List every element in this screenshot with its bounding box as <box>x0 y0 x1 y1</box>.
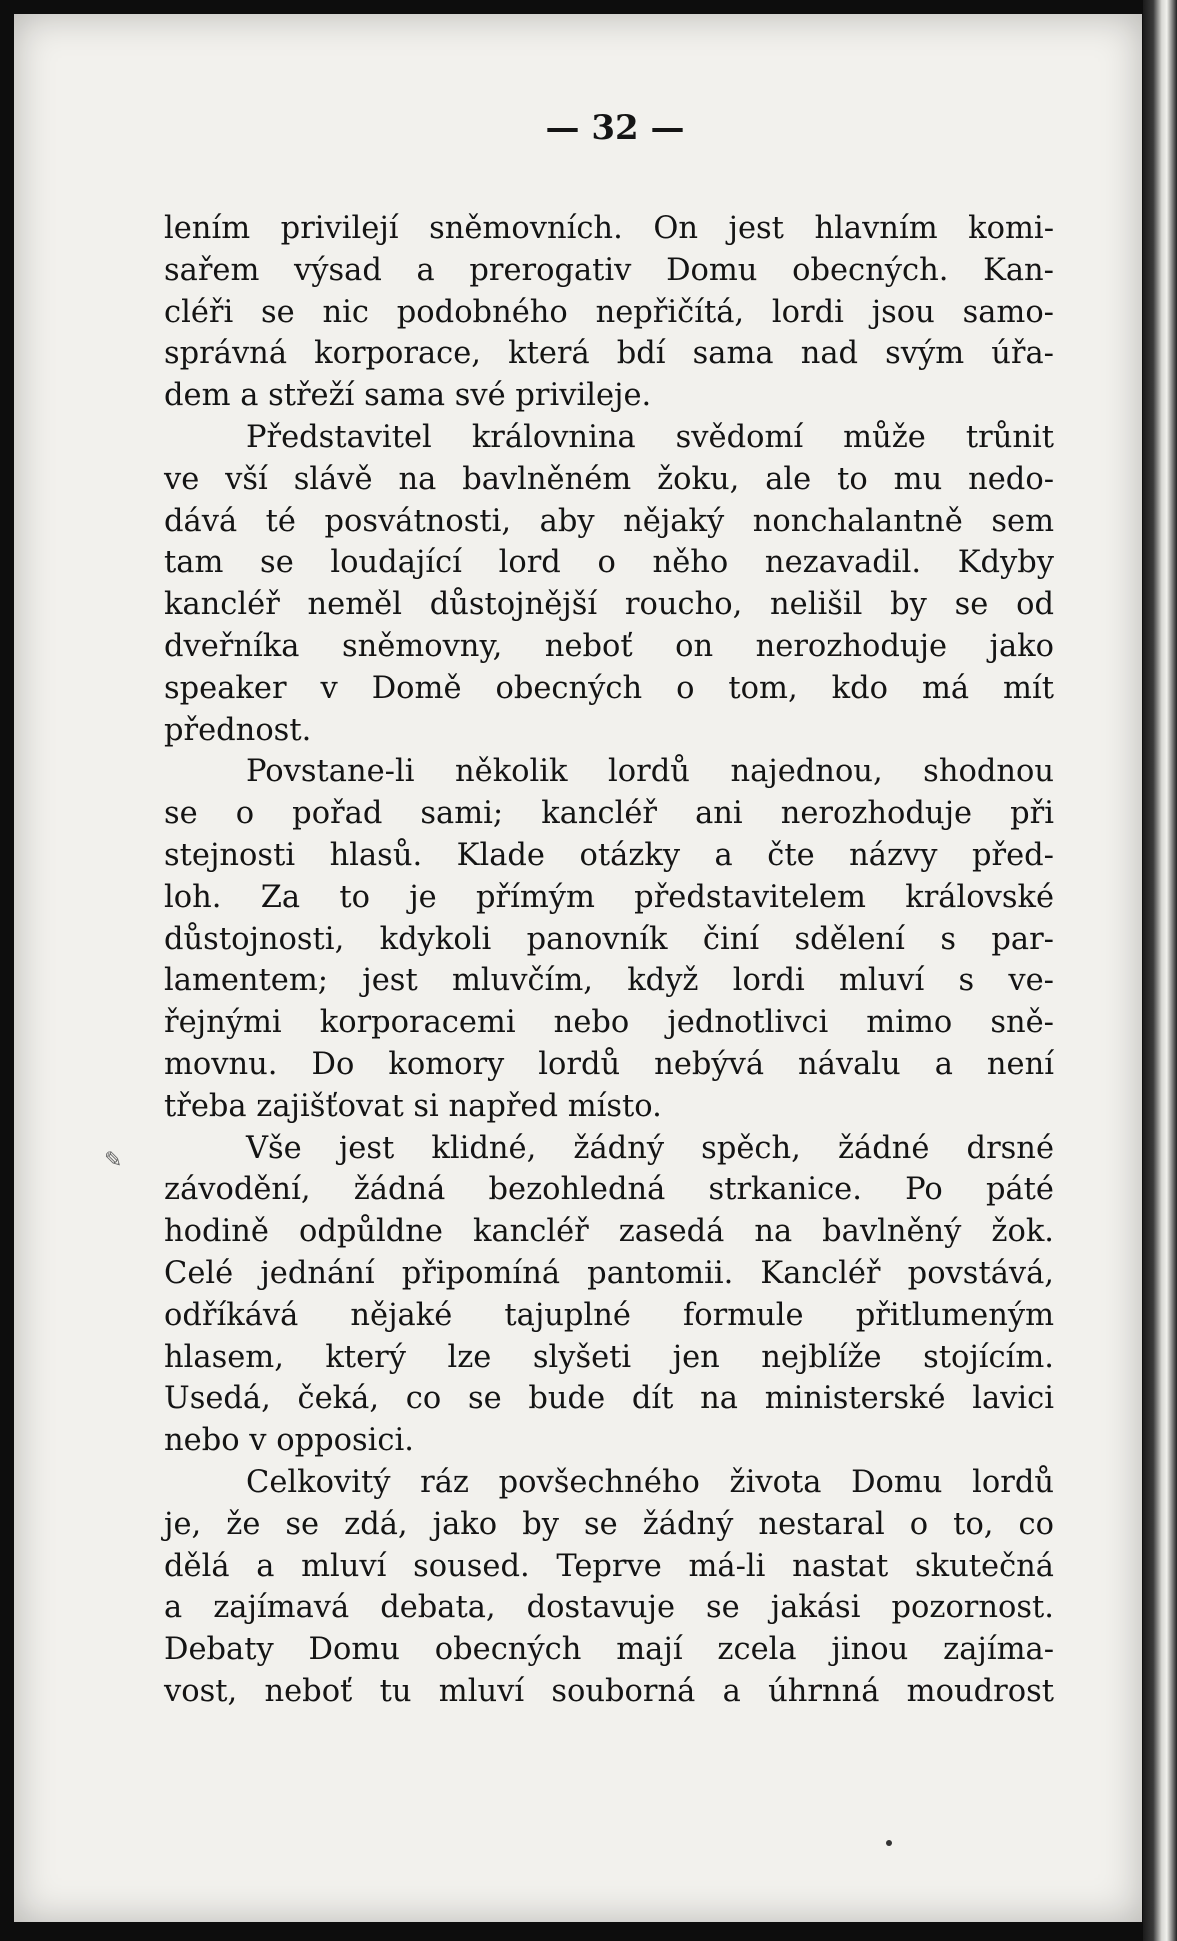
line: Představitel královnina svědomí může trůnit <box>246 419 1054 455</box>
line: kancléř neměl důstojnější roucho, nelišil by se od <box>164 587 1054 623</box>
line: důstojnosti, kdykoli panovník činí sdělení s par- <box>164 921 1054 957</box>
line: ve vší slávě na bavlněném žoku, ale to mu nedo- <box>164 461 1054 497</box>
line: Celé jednání připomíná pantomii. Kancléř povstává, <box>164 1255 1054 1291</box>
line: závodění, žádná bezohledná strkanice. Po páté <box>164 1172 1054 1208</box>
body-text <box>164 208 1054 1713</box>
line: odříkává nějaké tajuplné formule přitlumeným <box>164 1297 1054 1333</box>
line: sařem výsad a prerogativ Domu obecných. Kan- <box>164 252 1054 288</box>
line: přednost. <box>164 712 312 748</box>
line: cléři se nic podobného nepřičítá, lordi jsou samo- <box>164 294 1054 330</box>
line: dem a střeží sama své privileje. <box>164 378 652 414</box>
line: třeba zajišťovat si napřed místo. <box>164 1088 662 1124</box>
line: dveřníka sněmovny, neboť on nerozhoduje jako <box>164 628 1054 664</box>
line: stejnosti hlasů. Klade otázky a čte názvy před- <box>164 837 1054 873</box>
line: dává té posvátnosti, aby nějaký nonchalantně sem <box>164 503 1054 539</box>
line: a zajímavá debata, dostavuje se jakási pozornost. <box>164 1590 1054 1626</box>
scan-speck-mark: ✎ <box>104 1148 123 1173</box>
line: dělá a mluví soused. Teprve má-li nastat skutečná <box>164 1548 1054 1584</box>
line: speaker v Domě obecných o tom, kdo má mít <box>164 670 1054 706</box>
line: Vše jest klidné, žádný spěch, žádné drsné <box>246 1130 1054 1166</box>
line: movnu. Do komory lordů nebývá návalu a není <box>164 1046 1054 1082</box>
line: hlasem, který lze slyšeti jen nejblíže stojícím. <box>164 1339 1054 1375</box>
scan-dust-dot <box>886 1840 892 1846</box>
page-number: — 32 — <box>545 108 685 148</box>
line: vost, neboť tu mluví souborná a úhrnná moudrost <box>164 1673 1054 1709</box>
line: loh. Za to je přímým představitelem královské <box>164 879 1054 915</box>
line: Usedá, čeká, co se bude dít na ministerské lavici <box>164 1381 1054 1417</box>
line: Celkovitý ráz povšechného života Domu lordů <box>246 1464 1054 1500</box>
line: řejnými korporacemi nebo jednotlivci mimo sně- <box>164 1005 1054 1041</box>
line: je, že se zdá, jako by se žádný nestaral o to, co <box>164 1506 1054 1542</box>
line: hodině odpůldne kancléř zasedá na bavlněný žok. <box>164 1214 1054 1250</box>
line: tam se loudající lord o něho nezavadil. Kdyby <box>164 545 1054 581</box>
line: se o pořad sami; kancléř ani nerozhoduje při <box>164 796 1054 832</box>
line: nebo v opposici. <box>164 1423 414 1459</box>
book-binding-edge <box>1143 0 1177 1941</box>
line: lením privilejí sněmovních. On jest hlavním komi- <box>164 211 1054 246</box>
line: Povstane-li několik lordů najednou, shodnou <box>246 754 1054 790</box>
line: Debaty Domu obecných mají zcela jinou zajíma- <box>164 1632 1054 1668</box>
line: správná korporace, která bdí sama nad svým úřa- <box>164 336 1054 372</box>
line: lamentem; jest mluvčím, když lordi mluví s ve- <box>164 963 1054 999</box>
